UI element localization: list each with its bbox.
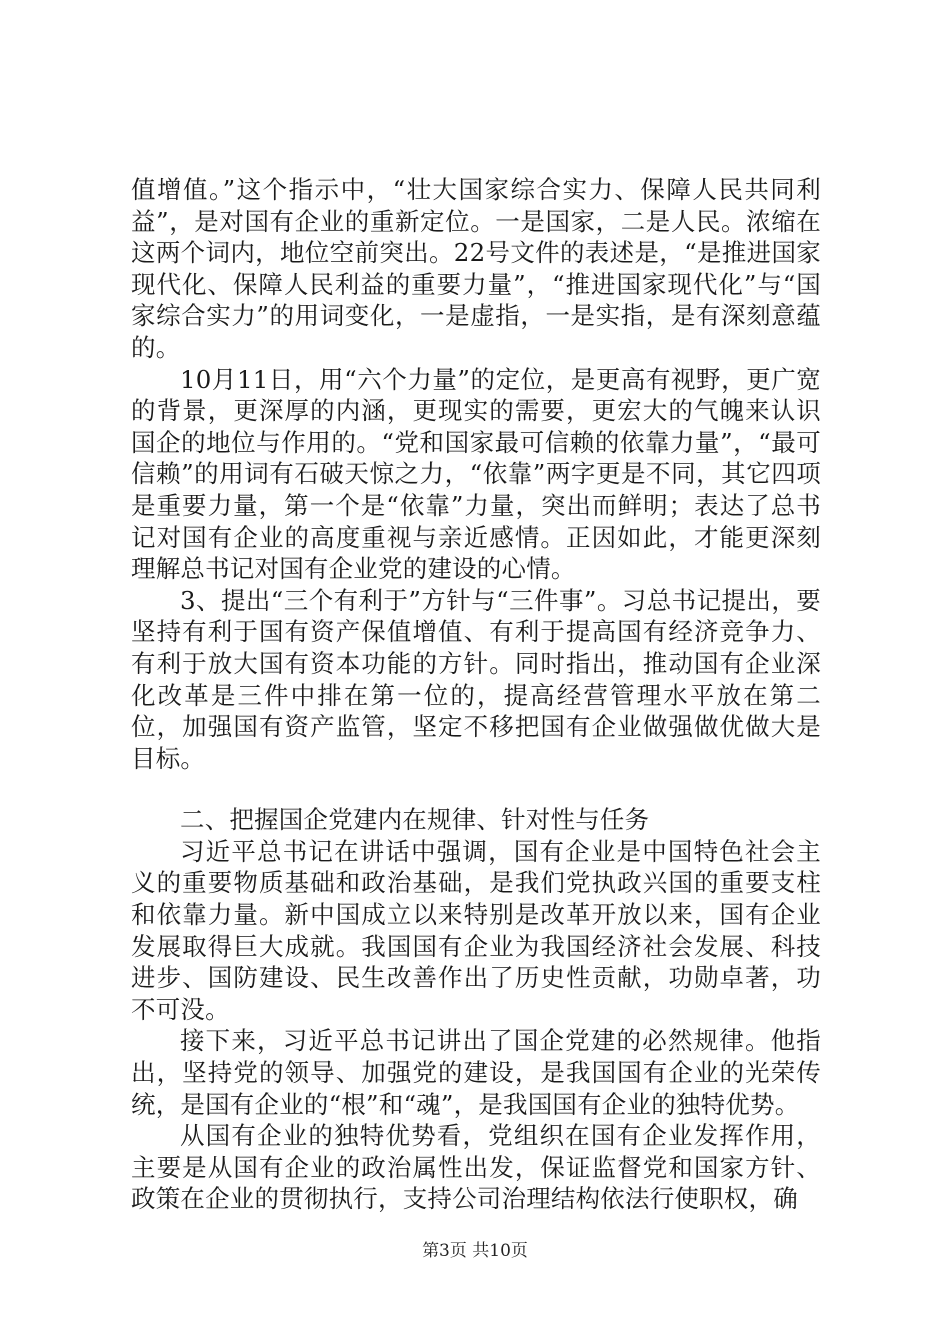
paragraph-3: 3、提出“三个有利于”方针与“三件事”。习总书记提出，要坚持有利于国有资产保值增值、有利于提高国有经济竞争力、有利于放大国有资本功能的方针。同时指出，推动国有企业深化改革是三件中排在第一位的，提高经营管理水平放在第二位，加强国有资产监管，坚定不移把国有企业做强做优做大是目标。	[131, 585, 821, 773]
paragraph-4: 习近平总书记在讲话中强调，国有企业是中国特色社会主义的重要物质基础和政治基础，是我们党执政兴国的重要支柱和依靠力量。新中国成立以来特别是改革开放以来，国有企业发展取得巨大成就。我国国有企业为我国经济社会发展、科技进步、国防建设、民生改善作出了历史性贡献，功勋卓著，功不可没。	[131, 836, 821, 1024]
paragraph-6: 从国有企业的独特优势看，党组织在国有企业发挥作用，主要是从国有企业的政治属性出发，保证监督党和国家方针、政策在企业的贯彻执行，支持公司治理结构依法行使职权，确	[131, 1121, 821, 1214]
section-heading: 二、把握国企党建内在规律、针对性与任务	[180, 805, 650, 835]
paragraph-1: 值增值。”这个指示中，“壮大国家综合实力、保障人民共同利益”，是对国有企业的重新定位。一是国家，二是人民。浓缩在这两个词内，地位空前突出。22号文件的表述是，“是推进国家现代化、保障人民利益的重要力量”，“推进国家现代化”与“国家综合实力”的用词变化，一是虚指，一是实指，是有深刻意蕴的。	[131, 175, 821, 362]
document-body	[131, 174, 821, 1215]
paragraph-5: 接下来，习近平总书记讲出了国企党建的必然规律。他指出，坚持党的领导、加强党的建设，是我国国有企业的光荣传统，是国有企业的“根”和“魂”，是我国国有企业的独特优势。	[131, 1026, 821, 1119]
page-number-footer: 第3页 共10页	[422, 1241, 528, 1261]
paragraph-2: 10月11日，用“六个力量”的定位，是更高有视野，更广宽的背景，更深厚的内涵，更现实的需要，更宏大的气魄来认识国企的地位与作用的。“党和国家最可信赖的依靠力量”，“最可信赖”的用词有石破天惊之力，“依靠”两字更是不同，其它四项是重要力量，第一个是“依靠”力量，突出而鲜明；表达了总书记对国有企业的高度重视与亲近感情。正因如此，才能更深刻理解总书记对国有企业党的建设的心情。	[131, 364, 821, 584]
